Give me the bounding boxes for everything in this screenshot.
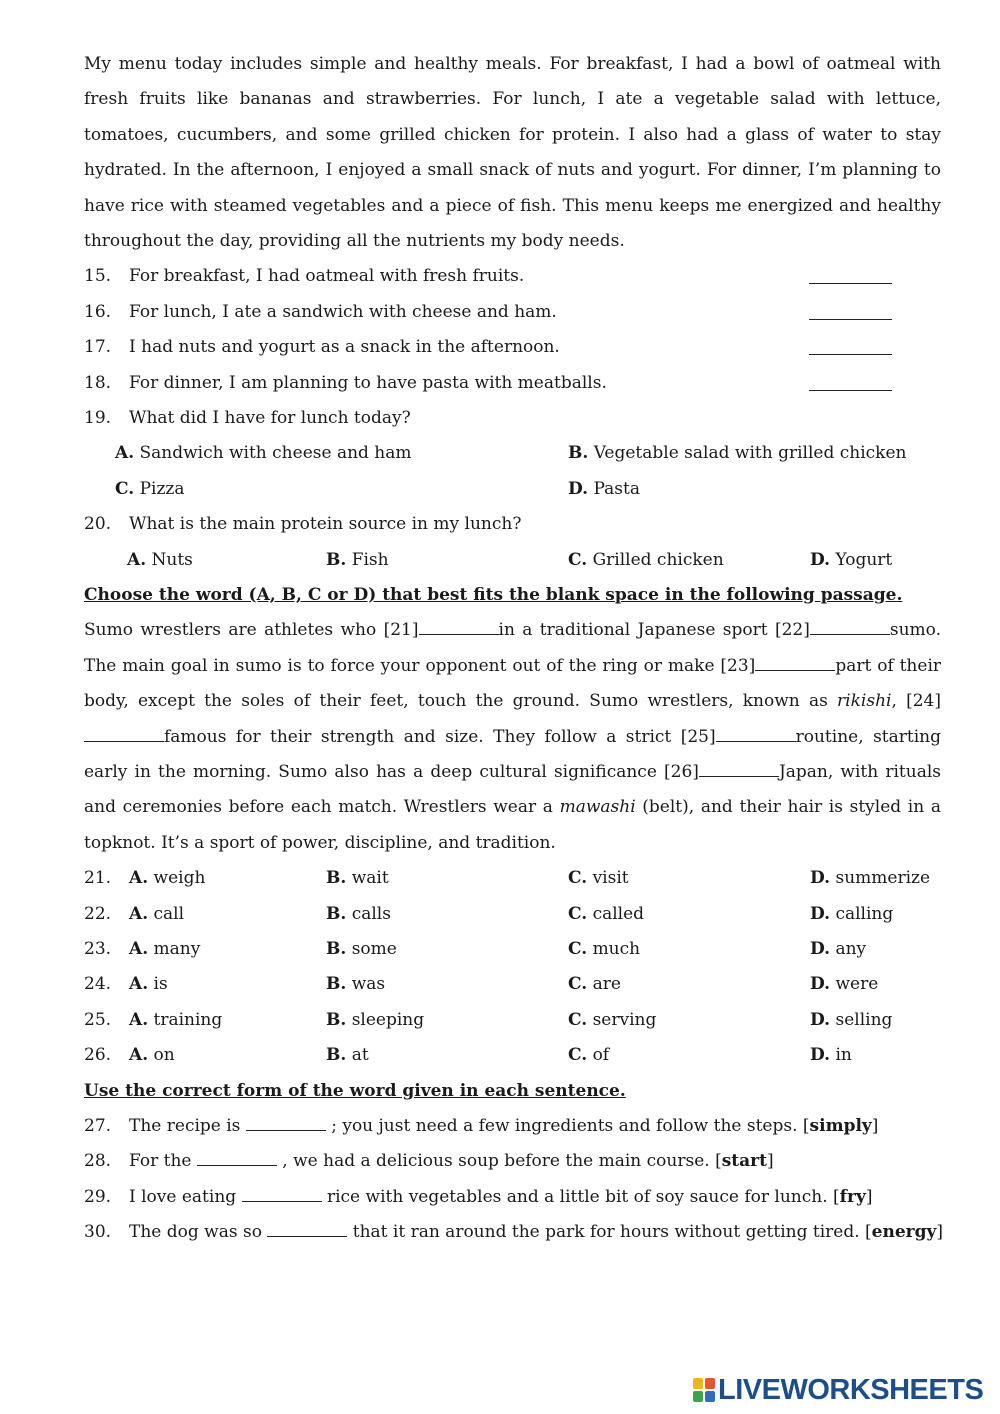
logo-text: LIVEWORKSHEETS [718, 1373, 984, 1406]
option-c[interactable] [568, 861, 629, 896]
option-text: called [592, 903, 645, 924]
option-letter: B. [568, 443, 589, 464]
question-number: 21. [84, 868, 112, 889]
blank-21[interactable] [419, 620, 499, 635]
question-number: 30. [84, 1222, 112, 1243]
option-b[interactable] [326, 543, 389, 578]
term-mawashi: mawashi [559, 797, 636, 818]
question-text: For breakfast, I had oatmeal with fresh fruits. [129, 266, 525, 287]
cloze-question-24 [84, 967, 941, 1002]
reading-passage: My menu today includes simple and healthy meals. For breakfast, I had a bowl of oatmeal with fresh fruits like bananas and strawberries. For lunch, I ate a vegetable salad with lettuce, tomatoes, cucumbers, and some grilled chicken for protein. I also had a glass of water to stay hydrated. In the afternoon, I enjoyed a small snack of nuts and yogurt. For dinner, I’m planning to have rice with steamed vegetables and a piece of fish. This menu keeps me energized and healthy throughout the day, providing all the nutrients my body needs. [84, 54, 941, 252]
option-letter: C. [568, 938, 588, 959]
cloze-question-25 [84, 1003, 941, 1038]
option-text: Nuts [151, 549, 193, 570]
word-form-question-27 [84, 1109, 941, 1144]
option-text: Pizza [139, 478, 185, 499]
mc-question-19 [84, 401, 941, 436]
option-text: Yogurt [835, 549, 893, 570]
option-text: weigh [153, 868, 206, 889]
passage-text: sumo. The main goal in sumo is to force your opponent out of the ring or make [23] [84, 620, 942, 676]
question-text [129, 1215, 943, 1250]
question-number: 23. [84, 938, 112, 959]
section-heading: Use the correct form of the word given in each sentence. [84, 1080, 626, 1101]
option-text: serving [592, 1009, 657, 1030]
option-a[interactable] [129, 1003, 222, 1038]
option-text: wait [351, 868, 389, 889]
option-letter: B. [326, 1009, 347, 1030]
question-text: What is the main protein source in my lunch? [129, 514, 522, 535]
answer-blank[interactable] [242, 1187, 322, 1202]
option-text: Vegetable salad with grilled chicken [593, 443, 907, 464]
word-form-question-28 [84, 1144, 941, 1179]
passage-text: famous for their strength and size. They follow a strict [25] [164, 726, 716, 747]
answer-blank[interactable] [246, 1116, 326, 1131]
section-heading: Choose the word (A, B, C or D) that best fits the blank space in the following passage. [84, 584, 903, 605]
option-text: calls [351, 903, 391, 924]
blank-22[interactable] [810, 620, 890, 635]
passage-text: in a traditional Japanese sport [22] [498, 620, 810, 641]
sentence-end: rice with vegetables and a little bit of soy sauce for lunch. [ [321, 1186, 840, 1207]
option-letter: B. [326, 868, 347, 889]
option-text: training [153, 1009, 223, 1030]
option-text: any [835, 938, 867, 959]
option-text: call [153, 903, 185, 924]
given-word: energy [871, 1222, 937, 1243]
option-a[interactable] [115, 436, 412, 471]
answer-blank[interactable] [197, 1151, 277, 1166]
question-number: 29. [84, 1186, 112, 1207]
answer-blank[interactable] [267, 1222, 347, 1237]
option-b[interactable] [326, 1003, 424, 1038]
question-number: 27. [84, 1115, 112, 1136]
option-a[interactable] [129, 861, 205, 896]
option-text: is [153, 974, 168, 995]
option-text: calling [835, 903, 894, 924]
question-text [129, 1144, 774, 1179]
option-letter: C. [568, 903, 588, 924]
option-text: of [592, 1045, 610, 1066]
option-a[interactable] [129, 967, 168, 1002]
option-text: much [592, 938, 641, 959]
option-d[interactable] [810, 932, 866, 967]
option-letter: B. [326, 903, 347, 924]
option-letter: D. [810, 1045, 831, 1066]
option-text: were [835, 974, 879, 995]
option-d[interactable] [568, 472, 640, 507]
question-text: What did I have for lunch today? [129, 408, 411, 428]
given-word: fry [839, 1186, 866, 1207]
bracket: ] [936, 1222, 944, 1243]
option-b[interactable] [326, 897, 391, 932]
cloze-question-21 [84, 861, 941, 896]
option-letter: A. [129, 938, 149, 959]
option-letter: C. [115, 478, 135, 499]
option-text: on [153, 1045, 175, 1066]
option-letter: A. [129, 868, 149, 889]
cloze-passage [84, 613, 941, 861]
passage-text: Japan, with rituals and ceremonies before each match. Wrestlers wear a [84, 761, 941, 818]
answer-blank[interactable] [809, 283, 892, 284]
option-letter: D. [810, 868, 831, 889]
option-letter: B. [326, 1045, 347, 1066]
option-d[interactable] [810, 967, 878, 1002]
tf-question-17 [84, 330, 941, 365]
option-d[interactable] [810, 861, 930, 896]
option-d[interactable] [810, 1038, 852, 1073]
tf-question-15 [84, 259, 941, 294]
blank-24[interactable] [84, 727, 164, 742]
option-c[interactable] [568, 967, 621, 1002]
option-text: some [351, 938, 397, 959]
option-text: was [351, 974, 386, 995]
option-a[interactable] [127, 543, 193, 578]
option-text: visit [592, 868, 629, 889]
question-text: I had nuts and yogurt as a snack in the afternoon. [129, 337, 560, 358]
cloze-question-23 [84, 932, 941, 967]
question-number: 26. [84, 1045, 112, 1066]
option-letter: D. [810, 903, 831, 924]
liveworksheets-logo-icon [693, 1378, 715, 1402]
tf-question-18 [84, 366, 941, 401]
passage-text: routine, starting early in the morning. Sumo also has a deep cultural significance [26] [84, 726, 941, 782]
option-b[interactable] [326, 1038, 369, 1073]
option-letter: C. [568, 1045, 588, 1066]
option-letter: B. [326, 549, 347, 570]
sentence-start: The dog was so [129, 1222, 268, 1243]
bracket: ] [871, 1115, 879, 1136]
question-number: 20. [84, 514, 112, 535]
option-c[interactable] [568, 932, 640, 967]
option-b[interactable] [326, 967, 385, 1002]
worksheet-page [84, 47, 944, 1250]
question-text [129, 1109, 878, 1144]
question-text: For dinner, I am planning to have pasta with meatballs. [129, 372, 607, 393]
sentence-start: The recipe is [129, 1115, 246, 1136]
question-number: 28. [84, 1151, 112, 1172]
options-row [84, 543, 941, 578]
option-text: at [351, 1045, 369, 1066]
passage-text: Sumo wrestlers are athletes who [21] [84, 620, 419, 641]
passage-text: , [24] [891, 691, 941, 712]
sentence-start: I love eating [129, 1186, 242, 1207]
option-letter: C. [568, 549, 588, 570]
option-letter: D. [810, 938, 831, 959]
option-c[interactable] [568, 1038, 609, 1073]
bracket: ] [766, 1151, 774, 1172]
passage-text: (belt), and their hair is styled in a topknot. It’s a sport of power, discipline, and tradition. [84, 797, 941, 853]
options-row [84, 436, 941, 471]
option-letter: B. [326, 974, 347, 995]
option-text: Grilled chicken [592, 549, 724, 570]
question-number: 15. [84, 266, 112, 287]
question-number: 18. [84, 372, 112, 393]
answer-blank[interactable] [809, 390, 892, 391]
question-text [129, 1180, 872, 1215]
word-form-question-30 [84, 1215, 944, 1250]
option-text: summerize [835, 868, 931, 889]
sentence-end: , we had a delicious soup before the main course. [ [276, 1151, 722, 1172]
bracket: ] [865, 1186, 873, 1207]
passage-text: part of their body, except the soles of their feet, touch the ground. Sumo wrestlers, known as [84, 655, 942, 712]
option-text: Fish [351, 549, 389, 570]
option-letter: D. [810, 974, 831, 995]
tf-question-16 [84, 295, 941, 330]
term-rikishi: rikishi [837, 691, 892, 712]
option-b[interactable] [568, 436, 906, 471]
option-text: selling [835, 1009, 893, 1030]
option-text: many [153, 938, 201, 959]
cloze-question-22 [84, 897, 941, 932]
option-d[interactable] [810, 897, 893, 932]
option-b[interactable] [326, 861, 389, 896]
given-word: start [721, 1151, 767, 1172]
option-letter: A. [115, 443, 135, 464]
option-text: Sandwich with cheese and ham [139, 443, 412, 464]
option-text: Pasta [593, 478, 640, 499]
option-d[interactable] [810, 1003, 892, 1038]
sentence-start: For the [129, 1151, 197, 1172]
option-letter: D. [810, 549, 831, 570]
option-c[interactable] [568, 1003, 656, 1038]
option-c[interactable] [568, 897, 644, 932]
option-letter: A. [129, 1009, 149, 1030]
option-b[interactable] [326, 932, 397, 967]
option-d[interactable] [810, 543, 892, 578]
option-c[interactable] [568, 543, 724, 578]
answer-blank[interactable] [809, 319, 892, 320]
option-text: in [835, 1045, 852, 1066]
option-letter: A. [129, 974, 149, 995]
option-a[interactable] [129, 932, 200, 967]
cloze-question-26 [84, 1038, 941, 1073]
option-letter: A. [127, 549, 147, 570]
given-word: simply [809, 1115, 872, 1136]
question-number: 25. [84, 1009, 112, 1030]
option-letter: A. [129, 1045, 149, 1066]
option-letter: B. [326, 938, 347, 959]
blank-26[interactable] [699, 762, 779, 777]
question-number: 24. [84, 974, 112, 995]
answer-blank[interactable] [809, 354, 892, 355]
sentence-end: ; you just need a few ingredients and follow the steps. [ [325, 1115, 810, 1136]
option-letter: C. [568, 1009, 588, 1030]
word-form-question-29 [84, 1180, 941, 1215]
option-letter: D. [568, 478, 589, 499]
option-a[interactable] [129, 1038, 175, 1073]
blank-25[interactable] [716, 727, 796, 742]
question-text: For lunch, I ate a sandwich with cheese and ham. [129, 301, 557, 322]
mc-question-20 [84, 507, 941, 542]
blank-23[interactable] [755, 656, 835, 671]
sentence-end: that it ran around the park for hours without getting tired. [ [347, 1222, 872, 1243]
question-number: 17. [84, 337, 112, 358]
option-c[interactable] [115, 472, 185, 507]
option-letter: D. [810, 1009, 831, 1030]
option-text: sleeping [351, 1009, 425, 1030]
question-number: 22. [84, 903, 112, 924]
option-letter: C. [568, 974, 588, 995]
question-number: 19. [84, 408, 112, 428]
question-number: 16. [84, 301, 112, 322]
option-letter: A. [129, 903, 149, 924]
option-a[interactable] [129, 897, 184, 932]
option-text: are [592, 974, 621, 995]
liveworksheets-logo [693, 1373, 983, 1407]
options-row [84, 472, 941, 507]
option-letter: C. [568, 868, 588, 889]
cloze-options [84, 861, 941, 1073]
